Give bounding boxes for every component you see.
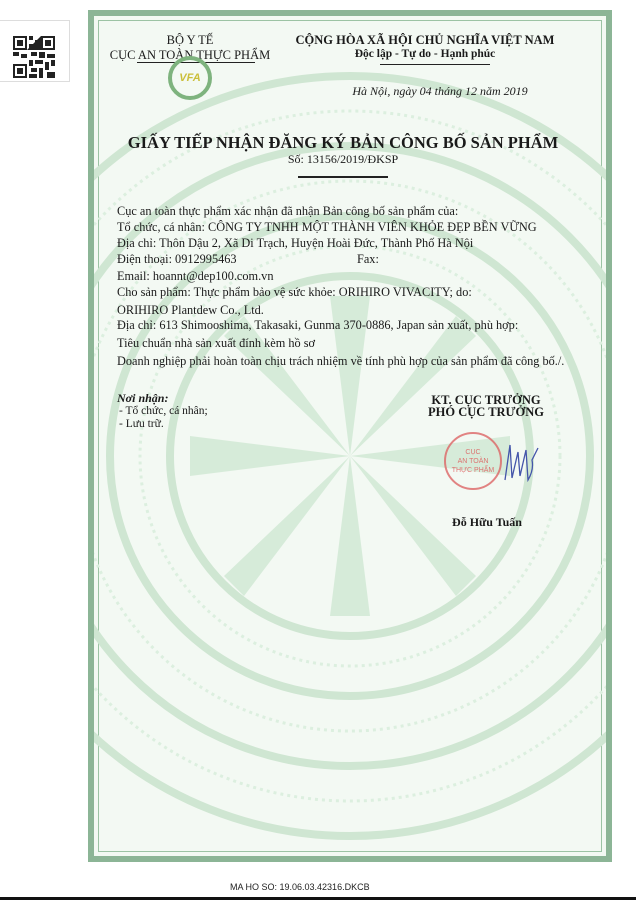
vfa-logo: [168, 56, 212, 100]
responsibility: Doanh nghiệp phải hoàn toàn chịu trách nhiệm về tính phù hợp của sản phẩm đã công bố./.: [117, 354, 565, 368]
address: Địa chỉ: Thôn Dậu 2, Xã Di Trạch, Huyện Hoài Đức, Thành Phố Hà Nội: [117, 236, 474, 250]
seal-text: CỤC: [465, 449, 481, 456]
manufacturer-address: Địa chỉ: 613 Shimooshima, Takasaki, Gunma 370-0886, Japan sản xuất, phù hợp:: [117, 318, 519, 332]
signer-title-2: PHÓ CỤC TRƯỞNG: [428, 405, 544, 419]
recipients-label: Nơi nhận:: [117, 391, 169, 405]
issue-date: Hà Nội, ngày 04 tháng 12 năm 2019: [352, 84, 528, 98]
signer-name: Đỗ Hữu Tuấn: [452, 515, 522, 529]
product: Cho sản phẩm: Thực phẩm bảo vệ sức khỏe: ORIHIRO VIVACITY; do:: [117, 285, 472, 299]
divider: [298, 176, 388, 178]
ministry-name: BỘ Y TẾ: [166, 33, 214, 47]
organization: Tổ chức, cá nhân: CÔNG TY TNHH MỘT THÀNH VIÊN KHỎE ĐẸP BỀN VỮNG: [117, 220, 537, 234]
handwritten-signature: [500, 440, 540, 490]
recipient-item: - Lưu trữ.: [119, 418, 164, 430]
email: Email: hoannt@dep100.com.vn: [117, 269, 274, 283]
dossier-code: MA HO SO: 19.06.03.42316.DKCB: [230, 882, 370, 892]
phone: Điện thoại: 0912995463: [117, 252, 237, 266]
seal-text: THỰC PHẨM: [451, 467, 495, 474]
signer-title-1: KT. CỤC TRƯỞNG: [431, 393, 541, 407]
official-seal: [444, 432, 502, 490]
logo-text: VFA: [179, 72, 201, 84]
divider: [380, 64, 490, 65]
country-name: CỘNG HÒA XÃ HỘI CHỦ NGHĨA VIỆT NAM: [295, 33, 555, 47]
qr-code-icon: [13, 36, 55, 78]
motto: Độc lập - Tự do - Hạnh phúc: [354, 48, 496, 60]
intro-text: Cục an toàn thực phẩm xác nhận đã nhận Bản công bố sản phẩm của:: [117, 204, 459, 218]
fax: Fax:: [357, 252, 379, 266]
document-number: Số: 13156/2019/ĐKSP: [287, 152, 399, 166]
manufacturer: ORIHIRO Plantdew Co., Ltd.: [117, 303, 264, 317]
document-title: GIẤY TIẾP NHẬN ĐĂNG KÝ BẢN CÔNG BỐ SẢN PHẨM: [127, 133, 559, 152]
seal-text: AN TOÀN: [457, 458, 489, 465]
qr-code: [0, 20, 70, 82]
agency-name: CỤC AN TOÀN THỰC PHẨM: [109, 48, 271, 62]
standard: Tiêu chuẩn nhà sản xuất đính kèm hồ sơ: [117, 336, 315, 350]
recipient-item: - Tổ chức, cá nhân;: [119, 405, 208, 417]
